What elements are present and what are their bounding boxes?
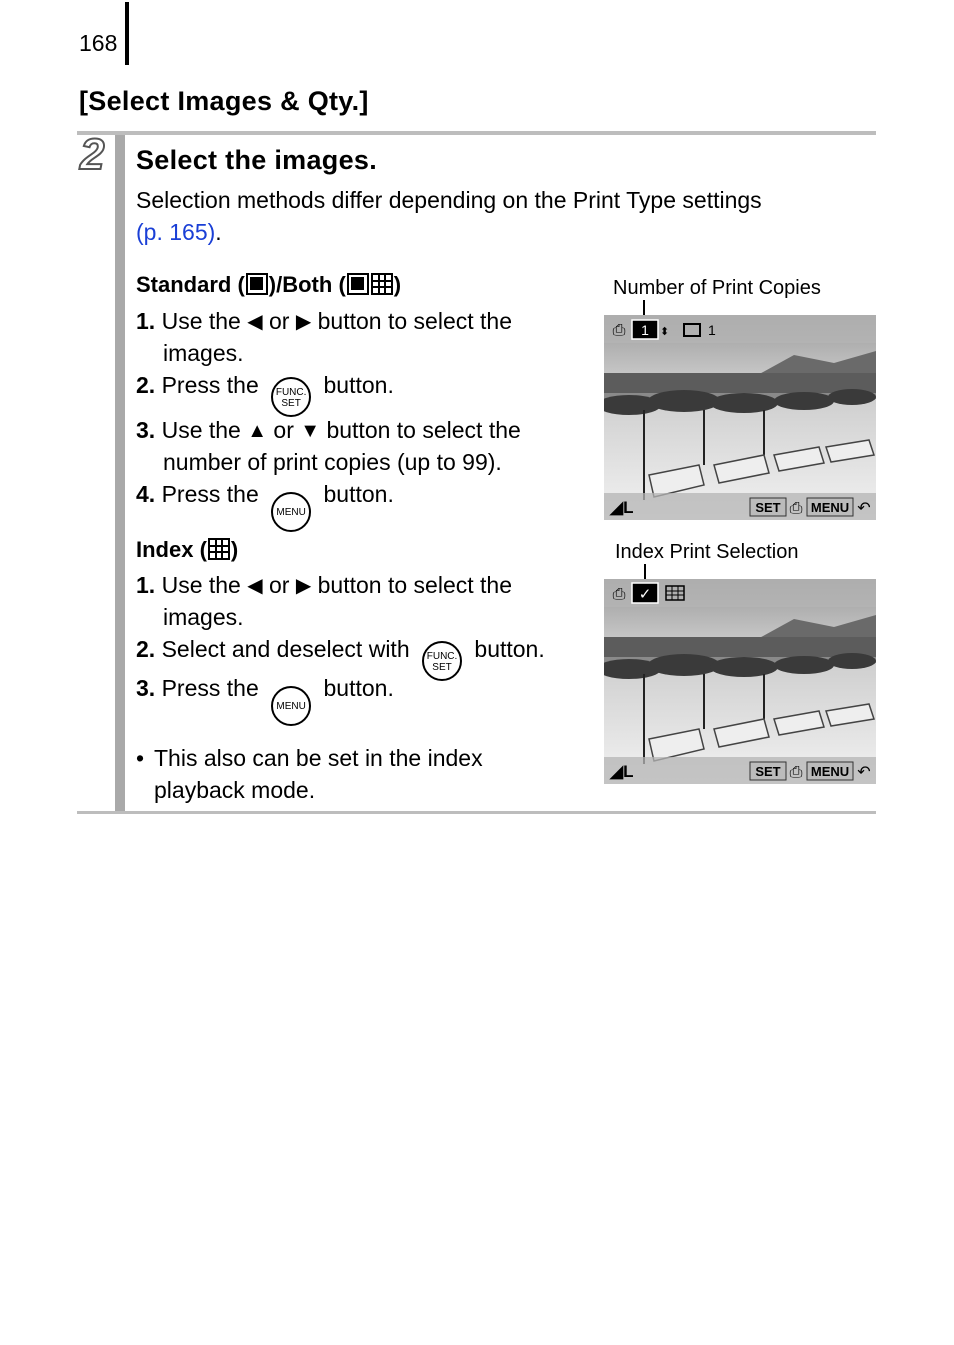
note [136,742,576,806]
standard-heading-suffix: ) [393,272,402,297]
page-number: 168 [79,30,118,56]
copies-total: 1 [708,322,716,338]
index-print-icon [371,273,393,295]
copies-up-down-icon: ⬍ [660,326,670,338]
standard-step-3 [136,417,521,444]
print-icon: ⎙ [612,586,626,603]
index-step-3 [136,675,394,726]
step-text: button. [323,675,394,701]
index-step-1-cont: images. [163,604,244,630]
func-set-button-icon [422,641,462,681]
step-num: 1. [136,572,156,598]
index-heading-prefix: Index ( [136,537,207,562]
standard-step-2 [136,372,394,417]
step-text: button to select the [317,572,512,598]
step-text: or [269,572,290,598]
page-reference-link[interactable]: (p. 165) [136,219,216,245]
step-text: button. [323,481,394,507]
beach-scene [604,579,876,784]
set-label: SET [281,398,301,409]
index-print-icon [208,538,230,560]
func-set-button-icon [271,377,311,417]
left-arrow-icon: ◀ [247,311,263,333]
check-mark-icon: ✓ [638,585,652,603]
standard-print-icon [246,273,268,295]
menu-button-icon: MENU [271,492,311,532]
index-step-1 [136,572,512,599]
print-icon: ⎙ [789,500,803,517]
set-label: SET [755,500,781,515]
standard-step-3-cont: number of print copies (up to 99). [163,449,502,475]
step-intro [136,184,856,248]
index-heading-suffix: ) [230,537,239,562]
standard-step-4 [136,481,394,532]
note-line-1: This also can be set in the index [154,745,483,771]
up-arrow-icon: ▲ [247,420,268,442]
return-icon: ↶ [857,500,871,517]
beach-scene [604,315,876,520]
step-num: 2. [136,636,156,662]
step-box-bottom-rule [77,811,876,814]
print-icon: ⎙ [789,764,803,781]
image-size-icon: ◢L [610,762,634,781]
step-side-bar [115,135,125,811]
return-icon: ↶ [857,764,871,781]
set-label: SET [432,662,452,673]
note-line-2: playback mode. [154,777,316,803]
lcd-screen-print-copies [604,315,876,520]
standard-heading [136,272,401,298]
menu-label: MENU [810,764,850,779]
func-label: FUNC. [426,651,458,662]
down-arrow-icon: ▼ [300,420,321,442]
step-num: 3. [136,675,156,701]
menu-button-icon: MENU [271,686,311,726]
step-text: button. [323,372,394,398]
func-label: FUNC. [275,387,307,398]
standard-print-icon [347,273,369,295]
caption-index-print-selection: Index Print Selection [615,541,799,563]
step-text: or [273,417,294,443]
standard-step-1-cont: images. [163,340,244,366]
caption-number-of-print-copies: Number of Print Copies [613,277,821,299]
step-text: Use the [161,572,241,598]
print-icon: ⎙ [612,322,626,339]
step-text: or [269,308,290,334]
standard-heading-mid: )/Both ( [268,272,346,297]
step-text: Use the [161,308,241,334]
step-text: Press the [161,372,259,398]
intro-text: Selection methods differ depending on the Print Type settings [136,187,762,213]
step-title: Select the images. [136,145,378,175]
section-title: [Select Images & Qty.] [79,86,369,116]
left-arrow-icon: ◀ [247,575,263,597]
step-num: 3. [136,417,156,443]
right-arrow-icon: ▶ [295,311,312,333]
page-number-rule [125,2,129,65]
standard-heading-prefix: Standard ( [136,272,245,297]
step-text: Press the [161,675,259,701]
right-arrow-icon: ▶ [295,575,312,597]
lcd-screen-index-selection [604,579,876,784]
standard-step-1 [136,308,512,335]
set-label: SET [755,764,781,779]
image-size-icon: ◢L [610,498,634,517]
step-text: button. [474,636,545,662]
bullet-dot: • [136,745,145,771]
menu-label: MENU [810,500,850,515]
step-text: Press the [161,481,259,507]
step-text: Select and deselect with [161,636,410,662]
index-heading [136,537,238,563]
step-num: 1. [136,308,156,334]
step-box-top-rule [77,131,876,135]
step-num: 2. [136,372,156,398]
intro-end: . [215,219,222,245]
copies-value: 1 [641,322,649,338]
step-number: 2 [80,130,105,179]
step-num: 4. [136,481,156,507]
step-text: button to select the [317,308,512,334]
step-text: button to select the [326,417,521,443]
step-text: Use the [161,417,241,443]
